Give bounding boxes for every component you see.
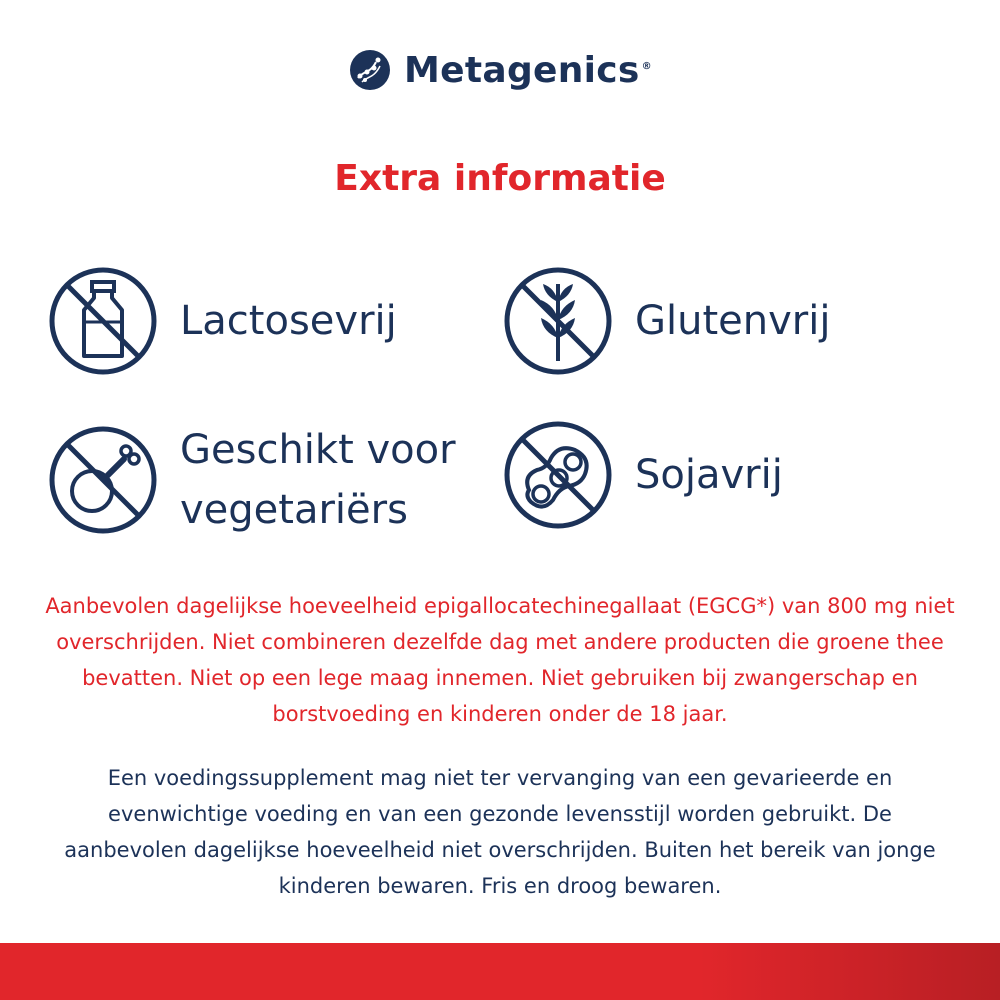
feature-label: Glutenvrij xyxy=(635,298,831,344)
feature-vegetarian xyxy=(48,420,456,540)
brand-logo xyxy=(0,48,1000,92)
feature-gluten-free xyxy=(503,266,830,376)
page-title: Extra informatie xyxy=(334,158,666,199)
dna-sphere-icon xyxy=(348,48,392,92)
feature-label: Lactosevrij xyxy=(180,298,397,344)
no-soy-icon xyxy=(503,420,613,530)
brand-name: Metagenics ® xyxy=(404,49,652,91)
feature-label: Sojavrij xyxy=(635,452,783,498)
feature-lactose-free xyxy=(48,266,397,376)
info-text: Een voedingssupplement mag niet ter vervanging van een gevarieerde en evenwichtige voeding en van een gezonde levensstijl worden gebruikt. De aanbevolen dagelijkse hoeveelheid niet overschrijden. Buiten het bereik van jonge kinderen bewaren. Fris en droog bewaren. xyxy=(64,766,936,898)
no-meat-drumstick-icon xyxy=(48,425,158,535)
no-milk-bottle-icon xyxy=(48,266,158,376)
bottom-accent-bar xyxy=(0,943,1000,1000)
feature-label: Geschikt voor vegetariërs xyxy=(180,427,456,533)
feature-soy-free xyxy=(503,420,783,530)
no-wheat-icon xyxy=(503,266,613,376)
warning-text: Aanbevolen dagelijkse hoeveelheid epigallocatechinegallaat (EGCG*) van 800 mg niet overschrijden. Niet combineren dezelfde dag met andere producten die groene thee bevatten. Niet op een lege maag innemen. Niet gebruiken bij zwangerschap en borstvoeding en kinderen onder de 18 jaar. xyxy=(45,594,955,726)
